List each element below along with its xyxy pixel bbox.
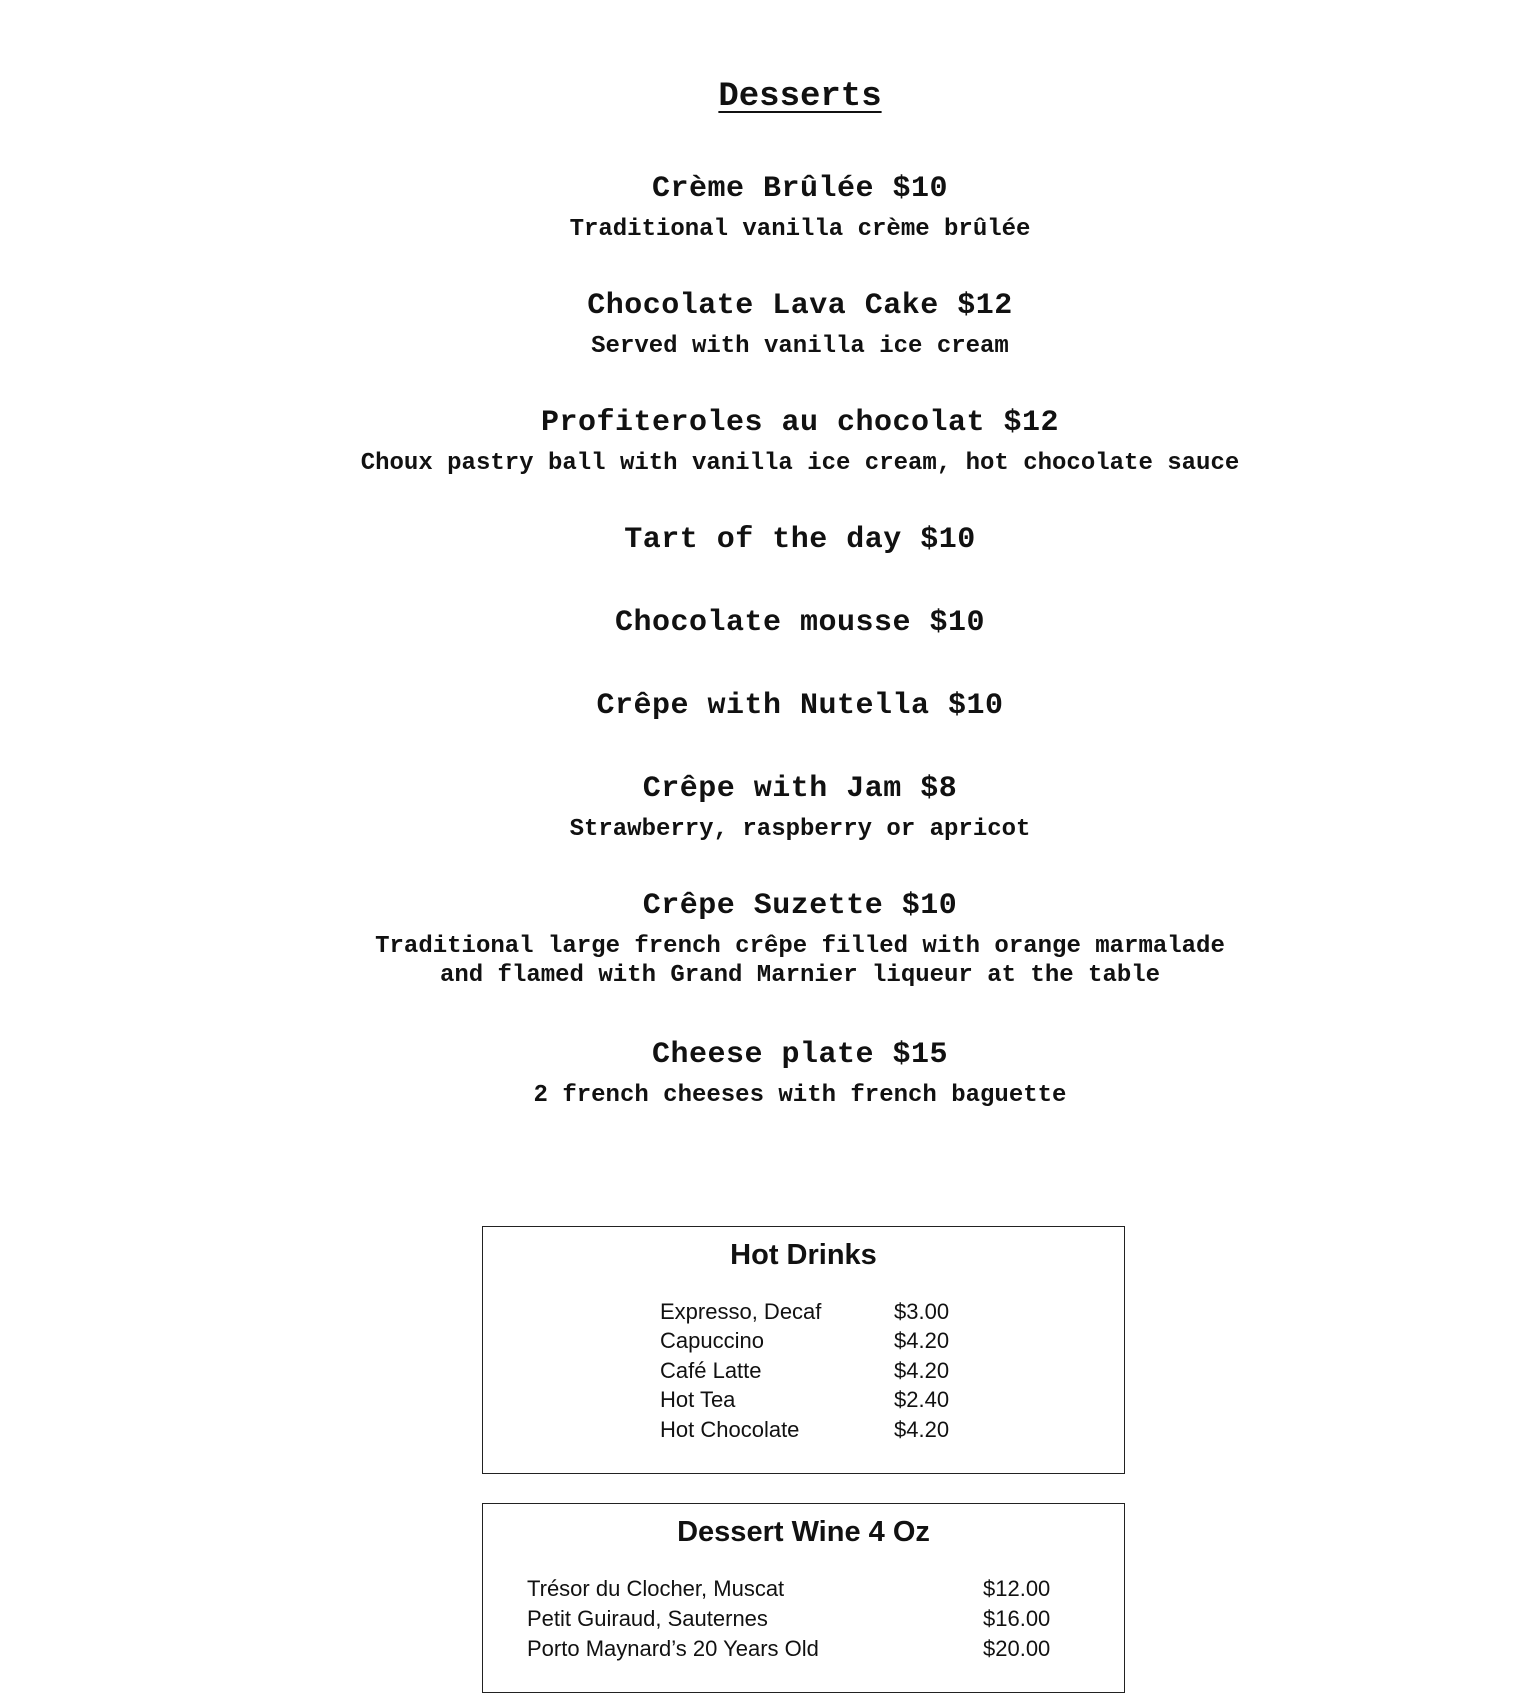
dessert-name: Profiteroles au chocolat $12 <box>540 406 1060 440</box>
dessert-item <box>0 887 1536 990</box>
drink-name: Hot Chocolate <box>660 1416 800 1442</box>
drink-name: Capuccino <box>660 1328 764 1354</box>
dessert-wine-list <box>527 1574 1073 1664</box>
drink-price: $4.20 <box>894 1328 950 1354</box>
wine-price: $16.00 <box>983 1606 1051 1631</box>
page-title: Desserts <box>718 78 882 116</box>
list-item <box>660 1297 974 1327</box>
hot-drinks-title: Hot Drinks <box>730 1239 877 1271</box>
dessert-description: Choux pastry ball with vanilla ice cream, hot chocolate sauce <box>360 450 1240 477</box>
dessert-name: Cheese plate $15 <box>651 1038 949 1072</box>
wine-name: Petit Guiraud, Sauternes <box>527 1606 768 1631</box>
list-item <box>527 1574 1073 1604</box>
dessert-name: Chocolate Lava Cake $12 <box>587 289 1013 323</box>
dessert-item <box>0 521 1536 559</box>
dessert-wine-title: Dessert Wine 4 Oz <box>677 1516 930 1548</box>
dessert-name: Chocolate mousse $10 <box>614 606 986 640</box>
list-item <box>527 1604 1073 1634</box>
wine-price: $20.00 <box>983 1636 1051 1661</box>
hot-drinks-list <box>660 1297 974 1445</box>
dessert-description: Strawberry, raspberry or apricot <box>569 816 1031 843</box>
hot-drinks-box <box>482 1226 1125 1474</box>
list-item <box>660 1356 974 1386</box>
dessert-name: Crème Brûlée $10 <box>651 172 949 206</box>
drink-price: $4.20 <box>894 1357 950 1383</box>
dessert-description: 2 french cheeses with french baguette <box>533 1082 1067 1109</box>
dessert-description: Served with vanilla ice cream <box>591 333 1009 360</box>
list-item <box>527 1634 1073 1664</box>
drink-price: $4.20 <box>894 1416 950 1442</box>
dessert-name: Crêpe with Nutella $10 <box>596 689 1004 723</box>
drink-name: Expresso, Decaf <box>660 1298 822 1324</box>
dessert-description: Traditional vanilla crème brûlée <box>569 216 1031 243</box>
dessert-item <box>0 404 1536 478</box>
dessert-description: Traditional large french crêpe filled with orange marmalade and flamed with Grand Marnier liqueur at the table <box>375 933 1225 989</box>
dessert-wine-box <box>482 1503 1125 1693</box>
dessert-name: Tart of the day $10 <box>624 523 976 557</box>
dessert-item <box>0 770 1536 844</box>
wine-price: $12.00 <box>983 1576 1051 1601</box>
dessert-item <box>0 687 1536 725</box>
list-item <box>660 1386 974 1416</box>
drink-name: Café Latte <box>660 1357 762 1383</box>
list-item <box>660 1415 974 1445</box>
list-item <box>660 1327 974 1357</box>
dessert-item <box>0 604 1536 642</box>
dessert-list <box>0 170 1536 1110</box>
drink-price: $3.00 <box>894 1298 950 1324</box>
drink-name: Hot Tea <box>660 1387 736 1413</box>
wine-name: Trésor du Clocher, Muscat <box>527 1576 785 1601</box>
dessert-item <box>0 1036 1536 1110</box>
dessert-item <box>0 287 1536 361</box>
dessert-item <box>0 170 1536 244</box>
dessert-name: Crêpe with Jam $8 <box>642 772 958 806</box>
wine-name: Porto Maynard’s 20 Years Old <box>527 1636 819 1661</box>
drink-price: $2.40 <box>894 1387 950 1413</box>
dessert-name: Crêpe Suzette $10 <box>642 889 958 923</box>
